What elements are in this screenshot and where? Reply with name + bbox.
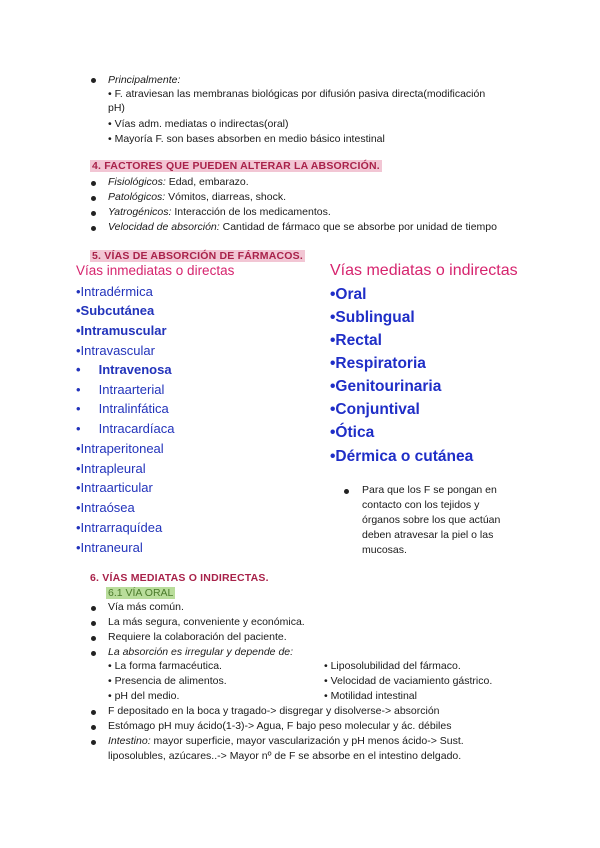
factor-label: Yatrogénicos: bbox=[108, 206, 172, 218]
intestino-text-2: liposolubles, azúcares..-> Mayor nº de F se absorbe en el intestino delgado. bbox=[108, 750, 462, 762]
bullet bbox=[91, 740, 96, 745]
intestino-item bbox=[108, 734, 464, 748]
factor-label: Velocidad de absorción: bbox=[108, 221, 220, 233]
intestino-label: Intestino: bbox=[108, 735, 151, 747]
oral-item: F depositado en la boca y tragado-> disgregar y disolverse-> absorción bbox=[108, 705, 440, 717]
bullet bbox=[91, 636, 96, 641]
section-6-title: 6. VÍAS MEDIATAS O INDIRECTAS. bbox=[90, 572, 269, 584]
indirect-route-item: •Sublingual bbox=[330, 309, 415, 326]
factor-text: Interacción de los medicamentos. bbox=[171, 206, 331, 218]
oral-subtitle bbox=[106, 586, 175, 600]
direct-route-item: •Intradérmica bbox=[76, 284, 153, 299]
intro-line: • Vías adm. mediatas o indirectas(oral) bbox=[108, 118, 289, 130]
bullet bbox=[91, 226, 96, 231]
factor-right: • Motilidad intestinal bbox=[324, 690, 417, 702]
direct-route-item: • Intraarterial bbox=[76, 382, 165, 397]
direct-route-item: •Intramuscular bbox=[76, 323, 167, 338]
factor-right: • Liposolubilidad del fármaco. bbox=[324, 660, 461, 672]
section-5-title: 5. VÍAS DE ABSORCIÓN DE FÁRMACOS. bbox=[92, 250, 303, 262]
factor-right: • Velocidad de vaciamiento gástrico. bbox=[324, 675, 493, 687]
direct-route-item: •Intrarraquídea bbox=[76, 520, 163, 535]
oral-item: Estómago pH muy ácido(1-3)-> Agua, F bajo peso molecular y ác. débiles bbox=[108, 720, 452, 732]
routes-note bbox=[362, 483, 500, 558]
intro-line: • Mayoría F. son bases absorben en medio básico intestinal bbox=[108, 133, 385, 145]
indirect-routes-title: Vías mediatas o indirectas bbox=[330, 262, 518, 279]
note-line: contacto con los tejidos y bbox=[362, 499, 480, 511]
bullet bbox=[91, 78, 96, 83]
factor-label: Patológicos: bbox=[108, 191, 166, 203]
bullet bbox=[91, 651, 96, 656]
section-4-heading bbox=[90, 160, 382, 172]
bullet bbox=[91, 710, 96, 715]
bullet bbox=[91, 211, 96, 216]
oral-item: Requiere la colaboración del paciente. bbox=[108, 631, 287, 643]
note-line: Para que los F se pongan en bbox=[362, 484, 497, 496]
indirect-route-item: •Ótica bbox=[330, 424, 375, 441]
direct-route-item: •Intravascular bbox=[76, 343, 155, 358]
section-6-heading bbox=[90, 572, 269, 584]
direct-route-item: •Intrapleural bbox=[76, 461, 146, 476]
factor-item bbox=[108, 220, 497, 234]
intro-line: pH) bbox=[108, 102, 125, 114]
factor-left: • La forma farmacéutica. bbox=[108, 660, 222, 672]
direct-route-item: • Intracardíaca bbox=[76, 421, 175, 436]
section-4-title: 4. FACTORES QUE PUEDEN ALTERAR LA ABSORCIÓN. bbox=[92, 160, 380, 172]
oral-item: Vía más común. bbox=[108, 601, 184, 613]
direct-route-item: •Subcutánea bbox=[76, 303, 155, 318]
factor-text: Cantidad de fármaco que se absorbe por unidad de tiempo bbox=[219, 221, 497, 233]
factor-item bbox=[108, 175, 249, 189]
direct-route-item: • Intravenosa bbox=[76, 362, 172, 377]
factor-item bbox=[108, 190, 286, 204]
factor-text: Edad, embarazo. bbox=[165, 176, 249, 188]
indirect-route-item: •Respiratoria bbox=[330, 355, 426, 372]
direct-route-item: • Intralinfática bbox=[76, 401, 169, 416]
note-line: deben atravesar la piel o las bbox=[362, 529, 494, 541]
oral-item: La más segura, conveniente y económica. bbox=[108, 616, 305, 628]
bullet bbox=[91, 606, 96, 611]
factor-text: Vómitos, diarreas, shock. bbox=[165, 191, 286, 203]
factor-item bbox=[108, 205, 331, 219]
irregular-label: La absorción es irregular y depende de: bbox=[108, 646, 294, 658]
intestino-text: mayor superficie, mayor vascularización y pH menos ácido-> Sust. bbox=[150, 735, 464, 747]
indirect-route-item: •Conjuntival bbox=[330, 401, 420, 418]
principal-label: Principalmente: bbox=[108, 74, 181, 86]
bullet bbox=[91, 196, 96, 201]
direct-routes-title: Vías inmediatas o directas bbox=[76, 263, 235, 278]
bullet bbox=[91, 621, 96, 626]
bullet bbox=[91, 725, 96, 730]
indirect-route-item: •Genitourinaria bbox=[330, 378, 442, 395]
bullet bbox=[91, 181, 96, 186]
direct-route-item: •Intraperitoneal bbox=[76, 441, 164, 456]
direct-route-item: •Intraósea bbox=[76, 500, 135, 515]
indirect-route-item: •Rectal bbox=[330, 332, 382, 349]
direct-route-item: •Intraarticular bbox=[76, 480, 153, 495]
note-line: mucosas. bbox=[362, 544, 407, 556]
factor-label: Fisiológicos: bbox=[108, 176, 166, 188]
note-line: órganos sobre los que actúan bbox=[362, 514, 501, 526]
indirect-route-item: •Dérmica o cutánea bbox=[330, 448, 474, 465]
direct-route-item: •Intraneural bbox=[76, 540, 143, 555]
factor-left: • pH del medio. bbox=[108, 690, 180, 702]
oral-subtitle-text: 6.1 VÍA ORAL bbox=[108, 587, 174, 599]
intro-line: • F. atraviesan las membranas biológicas por difusión pasiva directa(modificación bbox=[108, 88, 486, 100]
bullet bbox=[344, 489, 349, 494]
indirect-route-item: •Oral bbox=[330, 286, 367, 303]
section-5-heading bbox=[90, 250, 305, 262]
factor-left: • Presencia de alimentos. bbox=[108, 675, 227, 687]
